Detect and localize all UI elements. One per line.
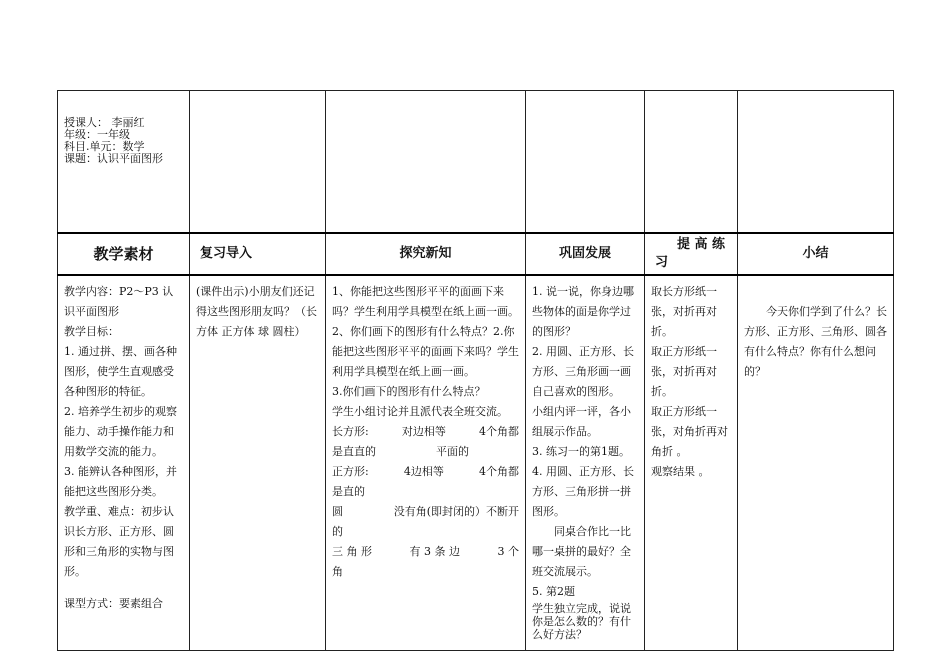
explore-p1: 1、你能把这些图形平平的面画下来吗？学生利用学具模型在纸上画一画。 [332,285,519,318]
summary-cell [738,275,894,651]
material-content: 教学内容：P2～P3 认识平面图形 [64,285,174,318]
practice-p1: 取长方形纸一张，对折再对折。 [651,285,717,338]
rectangle-feature-1: 对边相等 [401,425,446,438]
rectangle-feature-2: 4个角都 [479,425,519,438]
content-row [58,275,894,651]
square-feature-1: 4边相等 [403,465,444,478]
practice-p3: 取正方形纸一张，对角折再对角折 。 [651,405,728,458]
triangle-feature-2: 3 个 [497,545,519,558]
practice-p4: 观察结果 。 [651,465,710,478]
review-text: (课件出示)小朋友们还记得这些图形朋友吗？（长方体 正方体 球 圆柱） [196,285,317,338]
triangle-label: 三 角 形 [332,545,372,558]
rectangle-feature-4: 平面的 [436,445,469,458]
practice-cell [645,275,738,651]
rectangle-label: 长方形: [332,425,369,438]
material-goal-2: 2. 培养学生初步的观察能力、动手操作能力和用数学交流的能力。 [64,405,177,458]
explore-p2: 2、你们画下的图形有什么特点？2.你能把这些图形平平的面画下来吗？学生利用学具模型在纸上画一画。 [332,325,519,378]
circle-label: 圆 [332,505,343,518]
rectangle-line-2 [332,442,519,462]
square-feature-2: 4个角都 [479,465,519,478]
circle-line [332,502,519,522]
rectangle-feature-3: 是直直的 [332,445,376,458]
material-method: 课型方式：要素组合 [64,597,163,610]
consolidate-cell [526,275,645,651]
explore-cell [326,275,526,651]
header-practice-line2: 习 [655,255,669,270]
consolidate-p6: 同桌合作比一比哪一桌拼的最好？全班交流展示。 [532,525,631,578]
consolidate-p8: 学生独立完成，说说你是怎么数的？有什么好方法？ [532,602,631,641]
consolidate-p4: 3. 练习一的第1题。 [532,445,630,458]
header-consolidate: 巩固发展 [526,233,645,275]
material-goals-title: 教学目标： [64,325,119,338]
consolidate-p2: 2. 用圆、正方形、长方形、三角形画一画自己喜欢的图形。 [532,345,634,398]
triangle-feature-1: 有 3 条 边 [409,545,460,558]
consolidate-p5: 4. 用圆、正方形、长方形、三角形拼一拼图形。 [532,465,634,518]
circle-feature-2: 的 [332,525,343,538]
lesson-plan-table [57,90,894,651]
circle-feature-1: 没有角(即封闭的）不断开 [393,505,519,518]
square-label: 正方形: [332,465,369,478]
triangle-line [332,542,519,562]
header-material: 教学素材 [58,233,190,275]
material-cell [58,275,190,651]
explore-p3: 3.你们画下的图形有什么特点？ [332,385,486,398]
square-line [332,462,519,482]
practice-p2: 取正方形纸一张，对折再对折。 [651,345,717,398]
material-goal-1: 1. 通过拼、摆、画各种图形，使学生直观感受各种图形的特征。 [64,345,177,398]
material-goal-3: 3. 能辨认各种图形，并能把这些图形分类。 [64,465,177,498]
header-practice-line1: 提 高 练 [676,237,725,252]
info-empty-cell [645,91,738,234]
info-empty-cell [190,91,326,234]
header-explore: 探究新知 [326,233,526,275]
teacher-line: 授课人： 李丽红 [64,116,145,129]
consolidate-p1: 1. 说一说，你身边哪些物体的面是你学过的图形？ [532,285,634,338]
info-empty-cell [526,91,645,234]
rectangle-line [332,422,519,442]
material-key-points: 教学重、难点：初步认识长方形、正方形、圆形和三角形的实物与图形。 [64,505,174,578]
topic-line: 课题：认识平面图形 [64,152,163,165]
info-empty-cell [738,91,894,234]
header-practice [645,233,738,275]
review-cell [190,275,326,651]
consolidate-p3: 小组内评一评，各小组展示作品。 [532,405,631,438]
summary-text: 今天你们学到了什么？长方形、正方形、三角形、圆各有什么特点？你有什么想问的？ [744,305,887,378]
header-row [58,233,894,275]
subject-line: 科目.单元：数学 [64,140,145,153]
info-row [58,91,894,234]
square-feature-3: 是直的 [332,485,365,498]
header-summary: 小结 [738,233,894,275]
consolidate-p7: 5. 第2题 [532,585,575,598]
explore-p4: 学生小组讨论并且派代表全班交流。 [332,405,508,418]
triangle-feature-3: 角 [332,565,343,578]
header-review: 复习导入 [190,233,326,275]
info-cell [58,91,190,234]
info-empty-cell [326,91,526,234]
grade-line: 年级：一年级 [64,128,130,141]
